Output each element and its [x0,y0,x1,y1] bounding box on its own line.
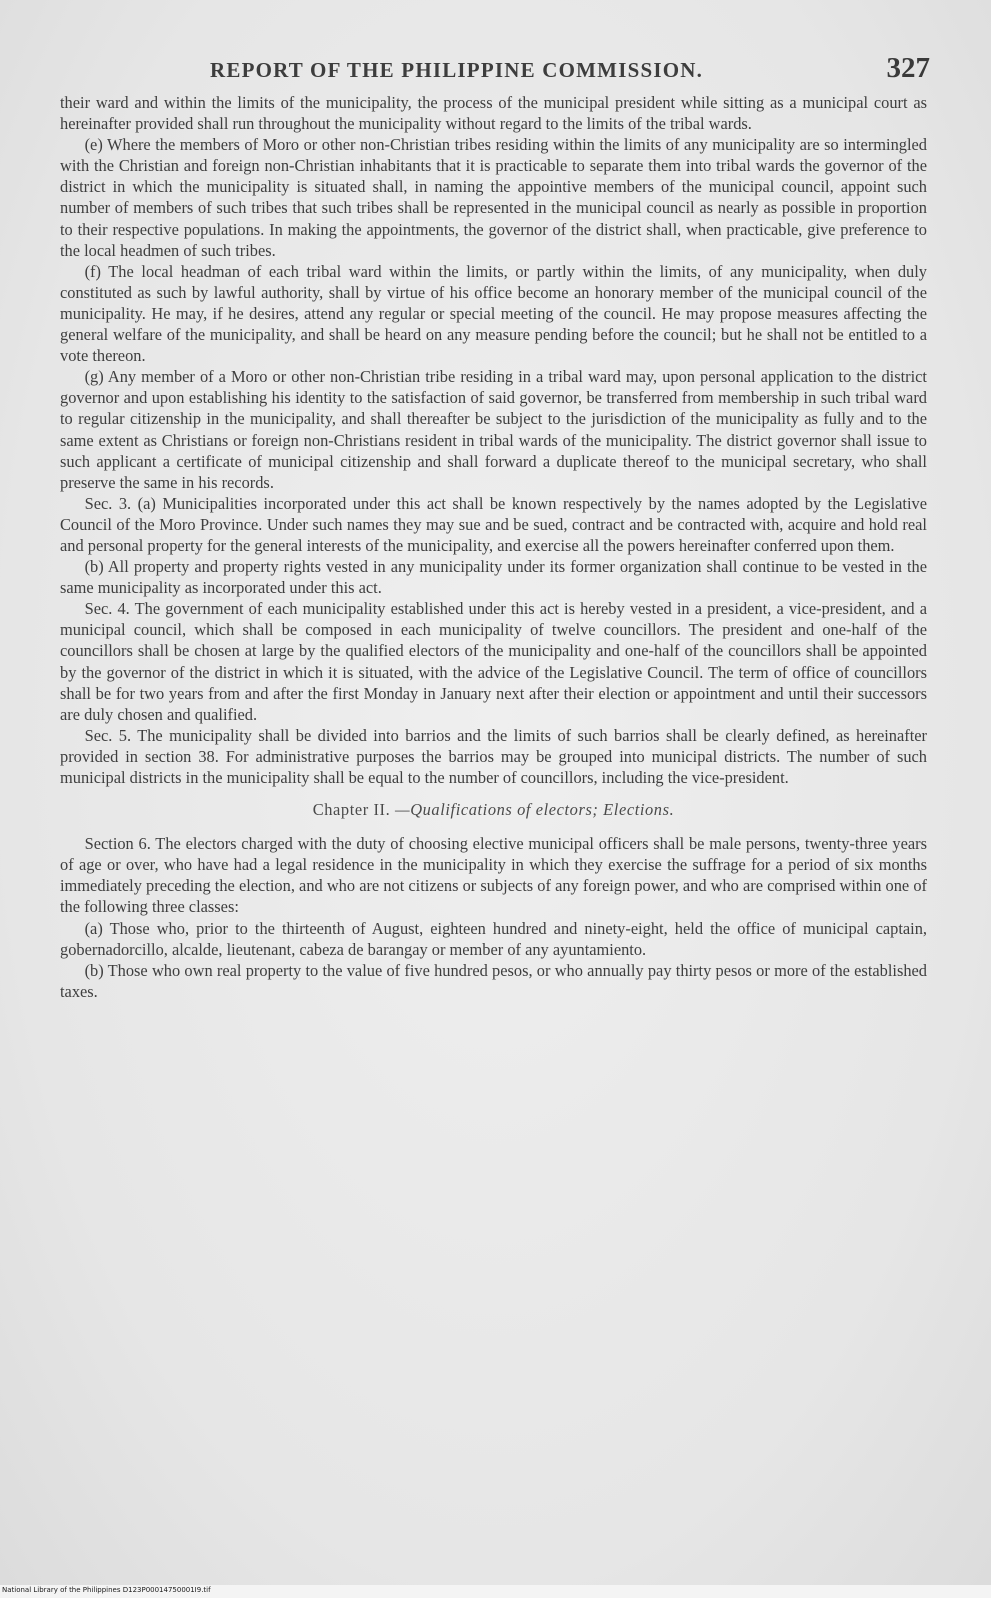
paragraph: Sec. 4. The government of each municipality established under this act is hereby vested in a president, a vice-president, and a municipal council, which shall be composed in each municipality of twelve councillors. The president and one-half of the councillors shall be chosen at large by the qualified electors of the municipality and one-half of the councillors shall be appointed by the governor of the district in which it is situated, with the advice of the Legislative Council. The term of office of councillors shall be for two years from and after the first Monday in January next after their election or appointment and until their successors are duly chosen and qualified. [60,599,927,724]
body-text [60,92,927,1002]
paragraph: (b) All property and property rights vested in any municipality under its former organization shall continue to be vested in the same municipality as incorporated under this act. [60,557,927,598]
running-head: REPORT OF THE PHILIPPINE COMMISSION. [210,58,704,82]
chapter-title: —Qualifications of electors; Elections. [395,800,675,820]
paragraph: (b) Those who own real property to the value of five hundred pesos, or who annually pay thirty pesos or more of the established taxes. [60,960,927,1001]
page-number: 327 [886,52,930,84]
paragraph: (f) The local headman of each tribal ward within the limits, or partly within the limits, of any municipality, when duly constituted as such by lawful authority, shall by virtue of his office become an honorary member of the municipal council of the municipality. He may, if he desires, attend any regular or special meeting of the council. He may propose measures affecting the general welfare of the municipality, and shall be heard on any measure pending before the council; but he shall not be entitled to a vote thereon. [60,261,927,366]
paragraph: (g) Any member of a Moro or other non-Christian tribe residing in a tribal ward may, upon personal application to the district governor and upon establishing his identity to the satisfaction of said governor, be transferred from membership in such tribal ward to regular citizenship in the municipality, and shall thereafter be subject to the jurisdiction of the municipality as fully and to the same extent as Christians or foreign non-Christians resident in tribal wards of the municipality. The district governor shall issue to such applicant a certificate of municipal citizenship and shall forward a duplicate thereof to the municipal secretary, who shall preserve the same in his records. [60,367,927,492]
scan-source-line: National Library of the Philippines D123P00014750001I9.tif [2,1586,211,1594]
paragraph: Sec. 5. The municipality shall be divided into barrios and the limits of such barrios shall be clearly defined, as hereinafter provided in section 38. For administrative purposes the barrios may be grouped into municipal districts. The number of such municipal districts in the municipality shall be equal to the number of councillors, including the vice-president. [60,725,927,787]
paragraph: their ward and within the limits of the municipality, the process of the municipal president while sitting as a municipal court as hereinafter provided shall run throughout the municipality without regard to the limits of the tribal wards. [60,93,927,134]
chapter-label: Chapter II. [312,800,391,820]
paragraph: (a) Those who, prior to the thirteenth of August, eighteen hundred and ninety-eight, held the office of municipal captain, gobernadorcillo, alcalde, lieutenant, cabeza de barangay or member of any ayuntamiento. [60,918,927,959]
chapter-heading [60,799,927,820]
paragraph: Section 6. The electors charged with the duty of choosing elective municipal officers shall be male persons, twenty-three years of age or over, who have had a legal residence in the municipality in which they exercise the suffrage for a period of six months immediately preceding the election, and who are not citizens or subjects of any foreign power, and who are comprised within one of the following three classes: [60,834,927,917]
page-header [60,52,930,86]
paragraph: (e) Where the members of Moro or other non-Christian tribes residing within the limits of any municipality are so intermingled with the Christian and foreign non-Christian inhabitants that it is practicable to separate them into tribal wards the governor of the district in which the municipality is situated shall, in naming the appointive members of the municipal council, appoint such number of members of such tribes that such tribes shall be represented in the municipal council as nearly as possible in proportion to their respective populations. In making the appointments, the governor of the district shall, when practicable, give preference to the local headmen of such tribes. [60,135,927,260]
paragraph: Sec. 3. (a) Municipalities incorporated under this act shall be known respectively by the names adopted by the Legislative Council of the Moro Province. Under such names they may sue and be sued, contract and be contracted with, acquire and hold real and personal property for the general interests of the municipality, and exercise all the powers hereinafter conferred upon them. [60,493,927,555]
